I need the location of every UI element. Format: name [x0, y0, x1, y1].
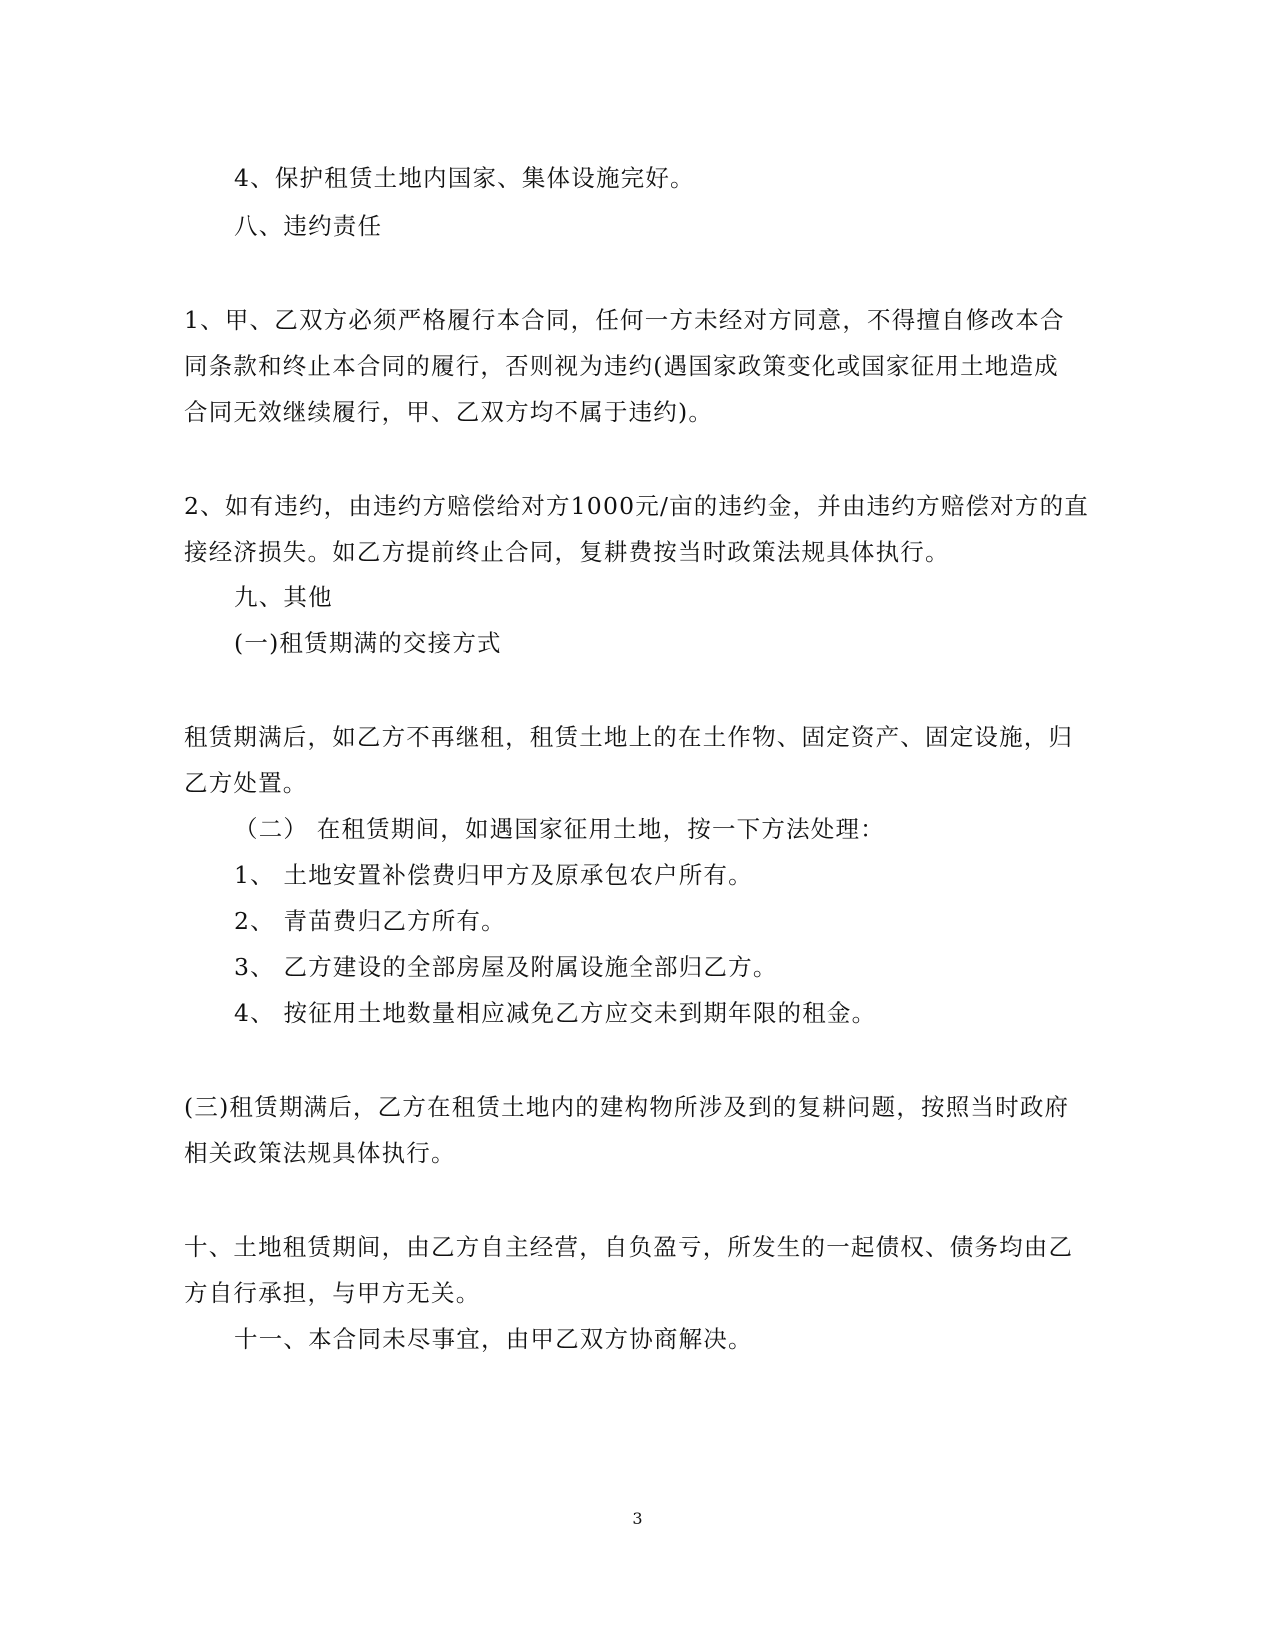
- section-8-heading: 八、违约责任: [234, 212, 383, 240]
- clause-7-item-4: 4、保护租赁土地内国家、集体设施完好。: [234, 164, 695, 192]
- subsection-1-text-line-2: 乙方处置。: [184, 769, 308, 797]
- section-11: 十一、本合同未尽事宜，由甲乙双方协商解决。: [234, 1325, 753, 1353]
- clause-8-item-2-line-2: 接经济损失。如乙方提前终止合同，复耕费按当时政策法规具体执行。: [184, 538, 950, 566]
- subsection-2-item-1: 1、 土地安置补偿费归甲方及原承包农户所有。: [234, 861, 753, 889]
- subsection-2-item-2: 2、 青苗费归乙方所有。: [234, 907, 506, 935]
- subsection-2-heading: （二） 在租赁期间，如遇国家征用土地，按一下方法处理：: [234, 815, 885, 843]
- subsection-3-line-1: (三)租赁期满后，乙方在租赁土地内的建构物所涉及到的复耕问题，按照当时政府: [184, 1093, 1070, 1121]
- section-9-heading: 九、其他: [234, 583, 333, 611]
- subsection-1-text-line-1: 租赁期满后，如乙方不再继租，租赁土地上的在土作物、固定资产、固定设施，归: [184, 723, 1074, 751]
- subsection-3-line-2: 相关政策法规具体执行。: [184, 1139, 456, 1167]
- section-10-line-2: 方自行承担，与甲方无关。: [184, 1279, 481, 1307]
- clause-8-item-1-line-1: 1、甲、乙双方必须严格履行本合同，任何一方未经对方同意，不得擅自修改本合: [184, 306, 1065, 334]
- clause-8-item-1-line-3: 合同无效继续履行，甲、乙双方均不属于违约)。: [184, 398, 714, 426]
- clause-8-item-2-line-1: 2、如有违约，由违约方赔偿给对方1000元/亩的违约金，并由违约方赔偿对方的直: [184, 492, 1089, 520]
- subsection-2-item-4: 4、 按征用土地数量相应减免乙方应交未到期年限的租金。: [234, 999, 877, 1027]
- page-number: 3: [632, 1509, 643, 1528]
- section-10-line-1: 十、土地租赁期间，由乙方自主经营，自负盈亏，所发生的一起债权、债务均由乙: [184, 1233, 1074, 1261]
- subsection-2-item-3: 3、 乙方建设的全部房屋及附属设施全部归乙方。: [234, 953, 778, 981]
- clause-8-item-1-line-2: 同条款和终止本合同的履行，否则视为违约(遇国家政策变化或国家征用土地造成: [184, 352, 1059, 380]
- subsection-1-heading: (一)租赁期满的交接方式: [234, 629, 502, 657]
